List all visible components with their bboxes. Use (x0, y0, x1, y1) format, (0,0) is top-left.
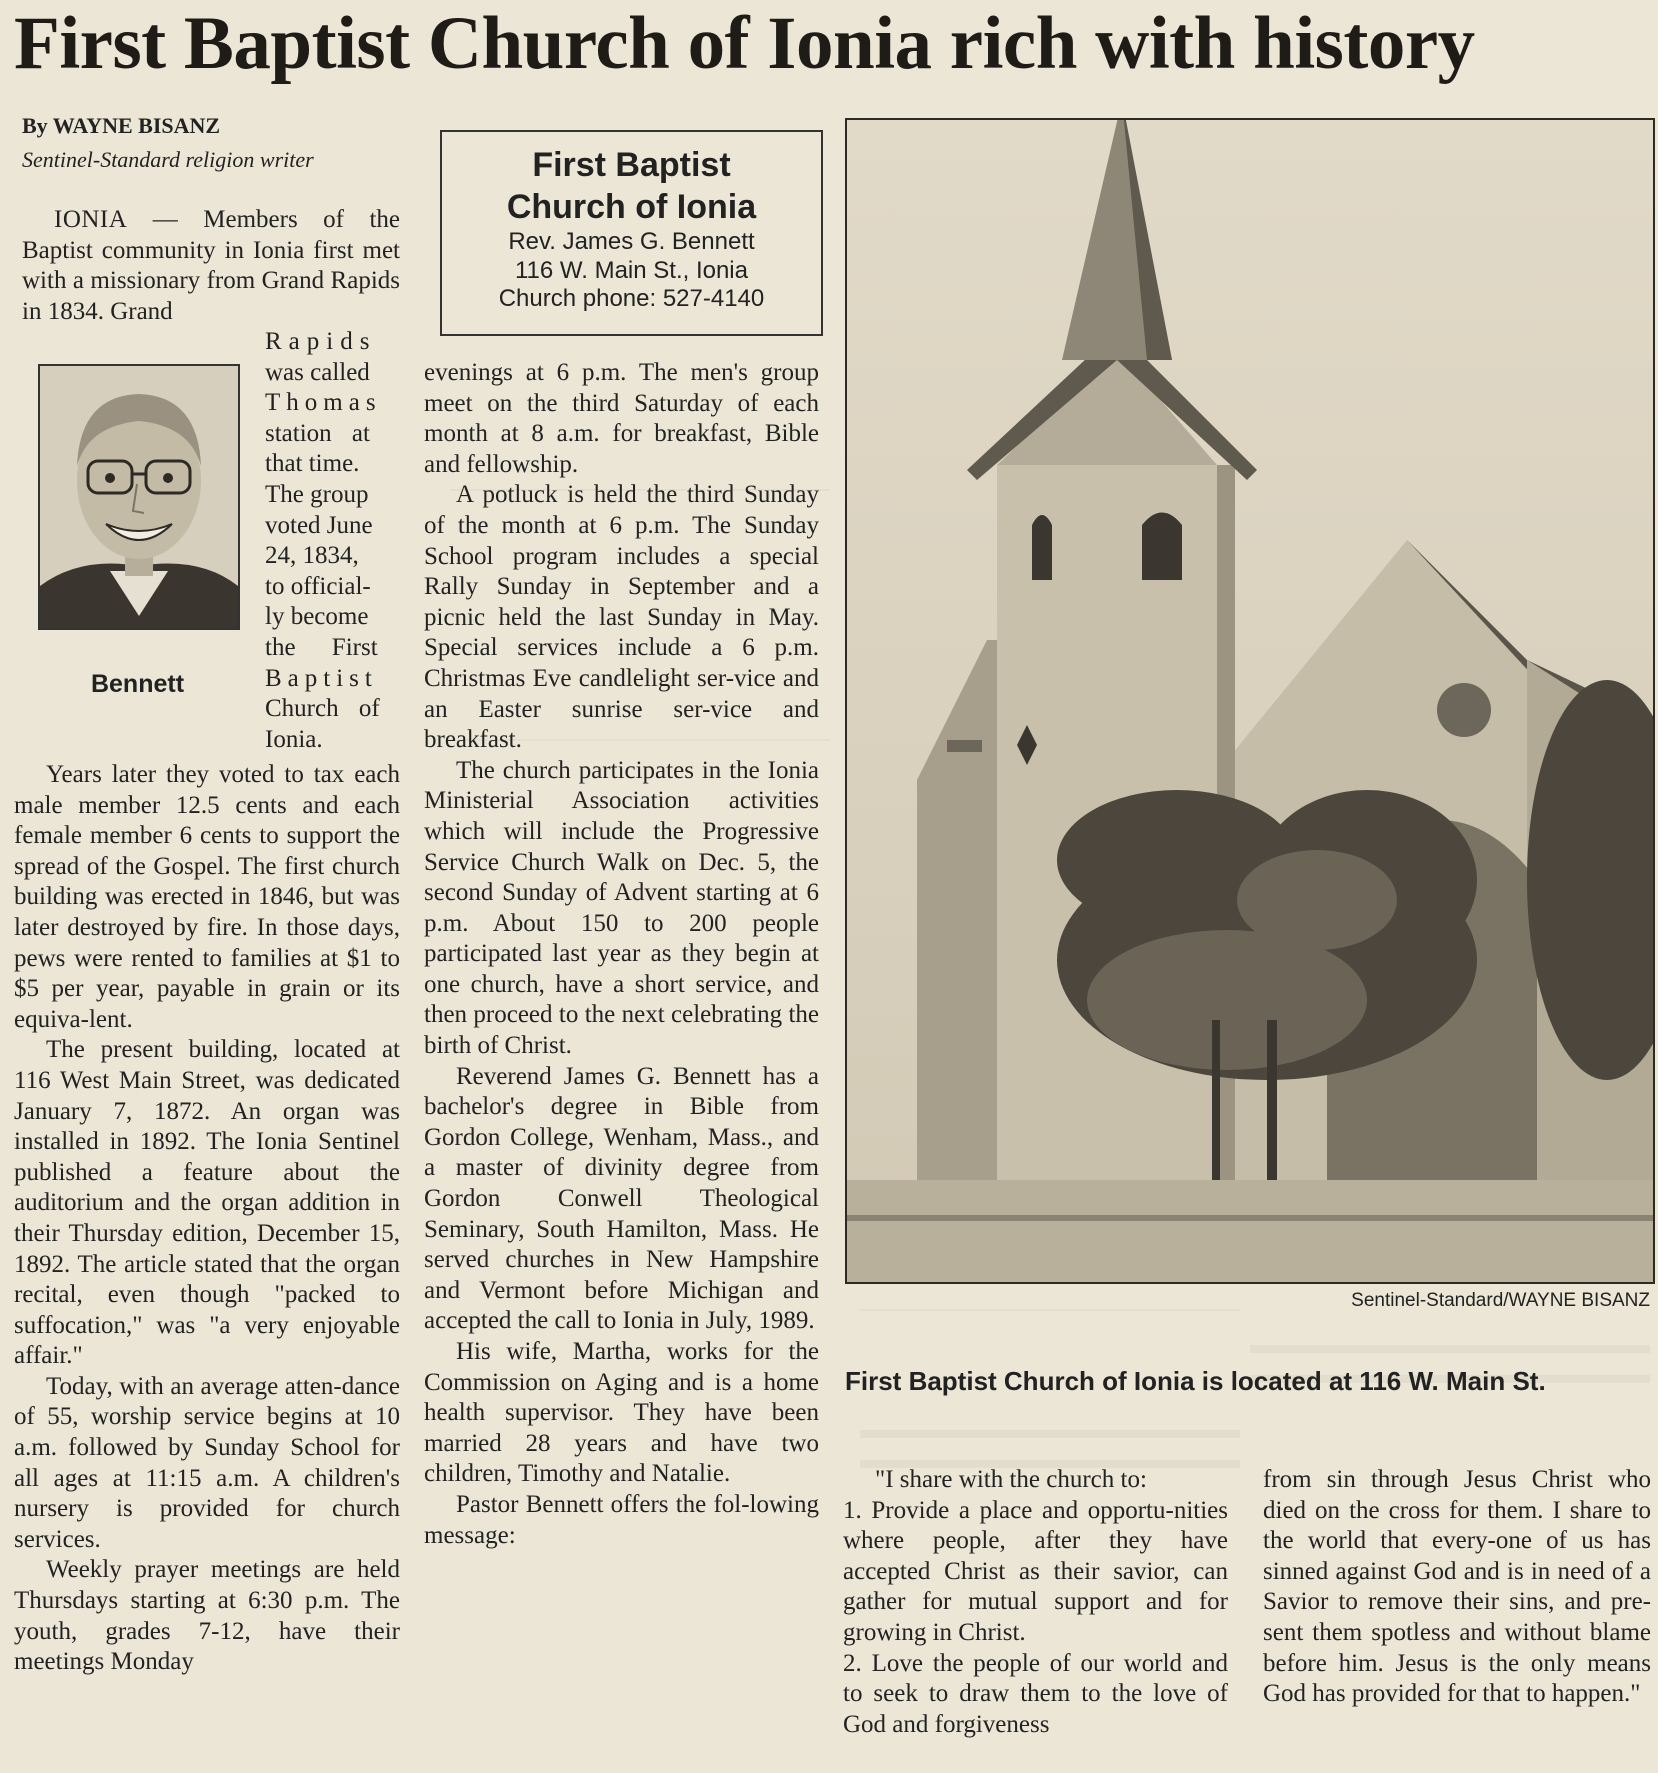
article-paragraph: IONIA — Members of the Baptist community in Ionia first met with a missionary from Grand Rapids in 1834. Grand (22, 206, 400, 325)
wrap-line: voted June (265, 511, 373, 539)
pastor-portrait (38, 364, 240, 630)
portrait-caption: Bennett (90, 670, 185, 698)
article-paragraph: Reverend James G. Bennett has a bachelor's degree in Bible from Gordon College, Wenham, Mass., and a master of divinity degree from Gordon Conwell Theological Seminary, South Hamilton, Mass. He served churches in New Hampshire and Vermont before Michigan and accepted the call to Ionia in July, 1989. (424, 1062, 819, 1335)
wrap-line: The group (265, 480, 369, 508)
portrait-illustration (40, 366, 238, 628)
wrap-line: the First (265, 633, 378, 661)
article-paragraph: 1. Provide a place and opportu-nities where people, after they have accepted Christ as their savior, can gather for mutual support and for growing in Christ. (843, 1496, 1228, 1646)
wrap-line: Rapids (265, 328, 377, 355)
article-paragraph: "I share with the church to: (875, 1466, 1147, 1493)
article-paragraph: A potluck is held the third Sunday of the month at 6 p.m. The Sunday School program includes a special Rally Sunday in September and a picnic held the last Sunday in May. Special services include a 6 p.m. Christmas Eve candlelight ser-vice and an Easter sunrise ser-vice and breakfast. (424, 481, 819, 754)
church-name (442, 144, 821, 228)
dateline: IONIA (54, 206, 128, 233)
pastor-name: Rev. James G. Bennett (508, 228, 755, 255)
wrap-line: ly become (265, 603, 369, 631)
article-paragraph: Weekly prayer meetings are held Thursdays starting at 6:30 p.m. The youth, grades 7-12, have their meetings Monday (14, 1556, 400, 1676)
photo-credit: Sentinel-Standard/WAYNE BISANZ (1351, 1290, 1650, 1311)
church-photo (845, 118, 1655, 1284)
article-paragraph: Pastor Bennett offers the fol-lowing message: (424, 1490, 819, 1549)
wrap-line: Baptist (265, 664, 378, 692)
church-name-line1: First Baptist (532, 146, 731, 184)
wrap-line: 24, 1834, (265, 542, 359, 570)
article-column-4 (1263, 1465, 1651, 1710)
article-column-1-wrap (265, 327, 400, 755)
church-info-box (440, 130, 823, 336)
article-column-1-body (14, 760, 400, 1678)
wrap-line: to official- (265, 572, 371, 600)
article-paragraph: Today, with an average atten-dance of 55, worship service begins at 10 a.m. followed by Sunday School for all ages at 11:15 a.m. A children's nursery is provided for church services. (14, 1372, 400, 1553)
wrap-line: was called (265, 358, 370, 386)
byline-author: By WAYNE BISANZ (22, 113, 221, 138)
article-column-2 (424, 358, 819, 1551)
wrap-line: station at (265, 419, 370, 447)
church-name-line2: Church of Ionia (506, 188, 757, 226)
byline-title: Sentinel-Standard religion writer (22, 147, 314, 172)
church-address: 116 W. Main St., Ionia (514, 256, 748, 284)
article-paragraph: The present building, located at 116 West Main Street, was dedicated January 7, 1872. An organ was installed in 1892. The Ionia Sentinel published a feature about the auditorium and the organ addition in their Thursday edition, December 15, 1892. The article stated that the organ recital, even though "packed to suffocation," was "a very enjoyable affair." (14, 1036, 400, 1370)
article-paragraph: 2. Love the people of our world and to seek to draw them to the love of God and forgiveness (843, 1649, 1228, 1738)
article-paragraph: Years later they voted to tax each male member 12.5 cents and each female member 6 cents to support the spread of the Gospel. The first church building was erected in 1846, but was later destroyed by fire. In those days, pews were rented to families at $1 to $5 per year, payable in grain or its equiva-lent. (14, 761, 400, 1033)
wrap-line: that time. (265, 450, 360, 478)
article-column-1 (22, 205, 400, 327)
headline: First Baptist Church of Ionia rich with history (14, 2, 1475, 85)
article-paragraph: His wife, Martha, works for the Commission on Aging and is a home health supervisor. They have been married 28 years and have two children, Timothy and Natalie. (424, 1338, 819, 1488)
wrap-line: Ionia. (265, 725, 323, 753)
church-illustration (847, 120, 1653, 1282)
wrap-line: Church of (265, 695, 380, 723)
article-paragraph: evenings at 6 p.m. The men's group meet on the third Saturday of each month at 8 a.m. for breakfast, Bible and fellowship. (424, 359, 819, 478)
article-paragraph: from sin through Jesus Christ who died on the cross for them. I share to the world that every-one of us has sinned against God and is in need of a Savior to remove their sins, and pre-sent them spotless and without blame before him. Jesus is the only means God has provided for that to happen." (1263, 1466, 1651, 1708)
article-column-3 (843, 1465, 1228, 1740)
article-paragraph: The church participates in the Ionia Ministerial Association activities which will include the Progressive Service Church Walk on Dec. 5, the second Sunday of Advent starting at 6 p.m. About 150 to 200 people participated last year as they begin at one church, have a short service, and then proceed to the next celebrating the birth of Christ. (424, 756, 819, 1060)
church-phone: Church phone: 527-4140 (498, 285, 765, 312)
wrap-line: Thomas (265, 389, 382, 417)
photo-caption: First Baptist Church of Ionia is located at 116 W. Main St. (845, 1366, 1546, 1396)
